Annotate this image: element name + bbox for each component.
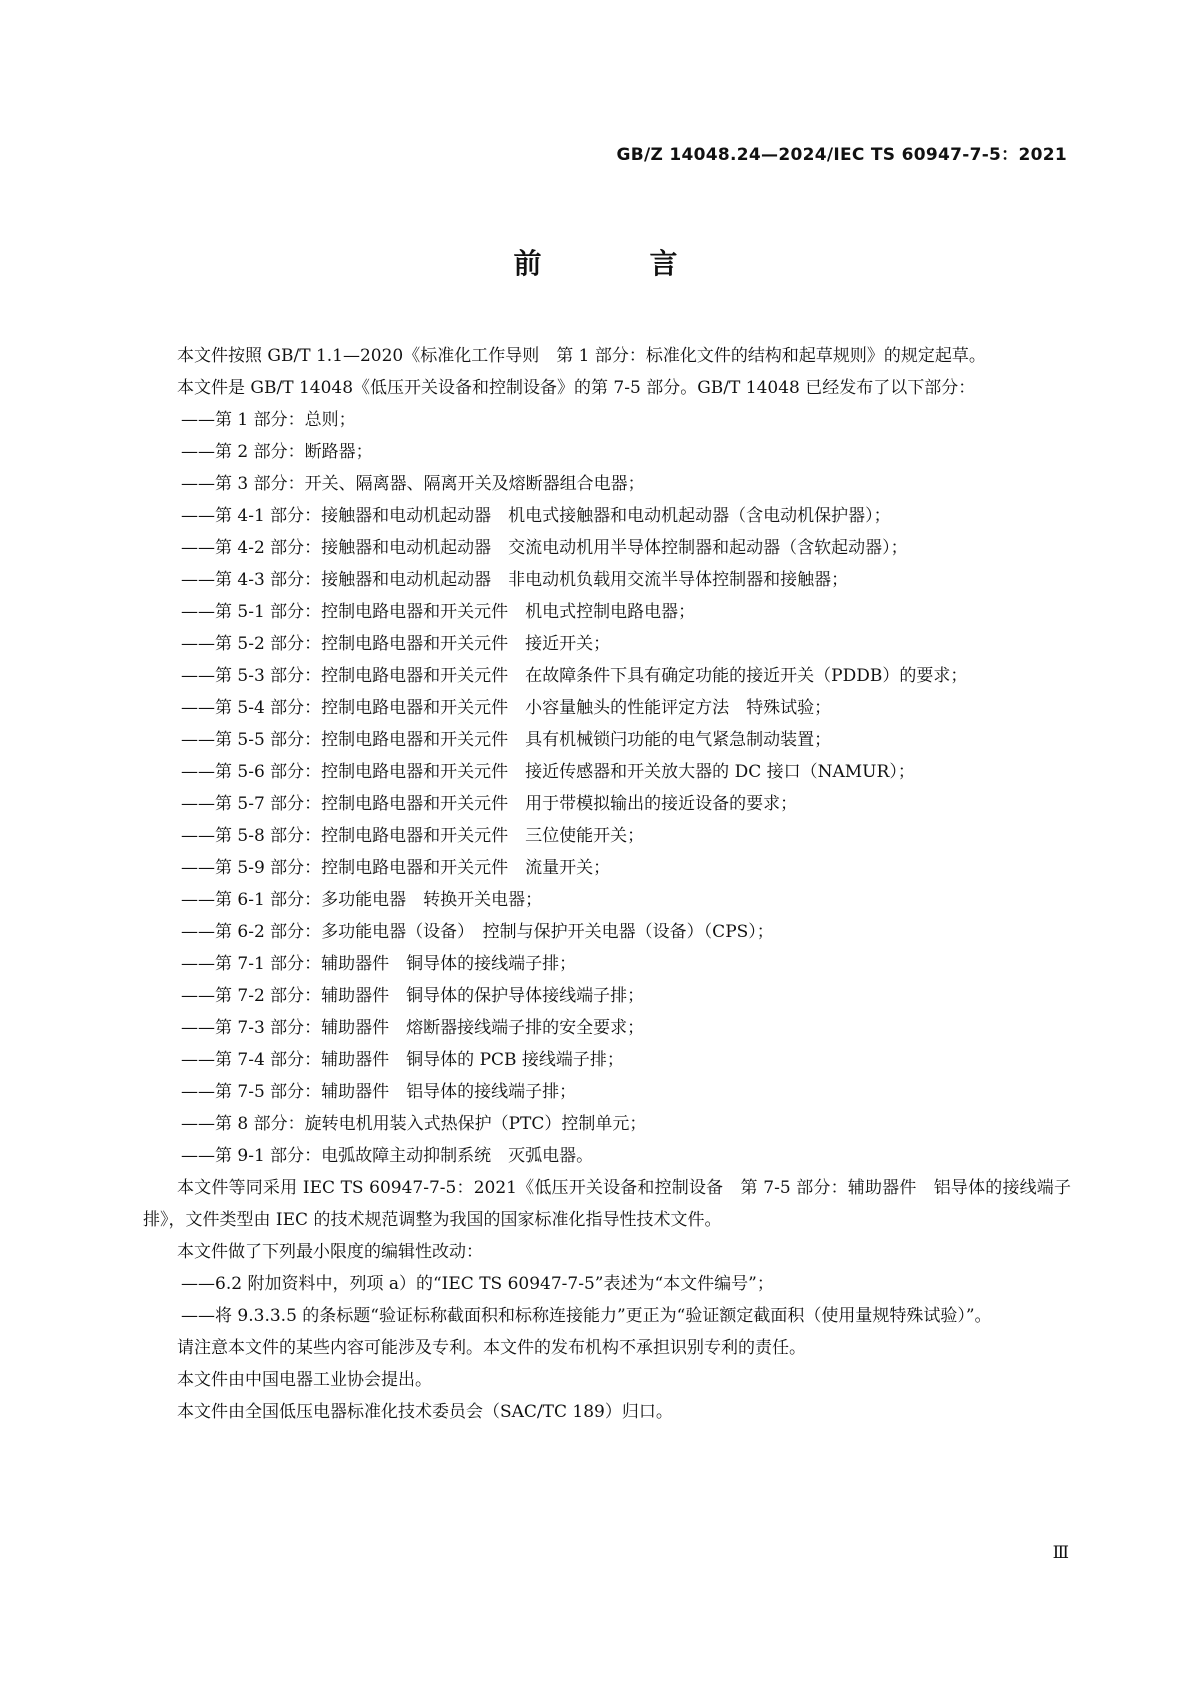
paragraph-edits-intro: 本文件做了下列最小限度的编辑性改动： xyxy=(177,1242,483,1262)
paragraph-patent-notice: 请注意本文件的某些内容可能涉及专利。本文件的发布机构不承担识别专利的责任。 xyxy=(177,1338,806,1358)
list-item: ——第 5-3 部分：控制电路电器和开关元件 在故障条件下具有确定功能的接近开关（PDDB）的要求； xyxy=(181,666,968,686)
list-item: ——第 5-9 部分：控制电路电器和开关元件 流量开关； xyxy=(181,858,611,878)
list-item: ——第 3 部分：开关、隔离器、隔离开关及熔断器组合电器； xyxy=(181,474,645,494)
list-item: ——第 2 部分：断路器； xyxy=(181,442,373,462)
list-item: ——第 6-1 部分：多功能电器 转换开关电器； xyxy=(181,890,543,910)
parts-list xyxy=(143,404,1071,1172)
list-item: ——第 8 部分：旋转电机用装入式热保护（PTC）控制单元； xyxy=(181,1114,647,1134)
list-item: ——第 9-1 部分：电弧故障主动抑制系统 灭弧电器。 xyxy=(181,1146,594,1166)
list-item: ——第 5-7 部分：控制电路电器和开关元件 用于带模拟输出的接近设备的要求； xyxy=(181,794,798,814)
list-item: ——第 5-2 部分：控制电路电器和开关元件 接近开关； xyxy=(181,634,611,654)
list-item: ——第 5-5 部分：控制电路电器和开关元件 具有机械锁闩功能的电气紧急制动装置； xyxy=(181,730,832,750)
list-item: ——6.2 附加资料中，列项 a）的“IEC TS 60947-7-5”表述为“本文件编号”； xyxy=(181,1274,774,1294)
list-item: ——第 7-1 部分：辅助器件 铜导体的接线端子排； xyxy=(181,954,577,974)
list-item: ——第 4-3 部分：接触器和电动机起动器 非电动机负载用交流半导体控制器和接触器； xyxy=(181,570,849,590)
list-item: ——第 7-4 部分：辅助器件 铜导体的 PCB 接线端子排； xyxy=(181,1050,624,1070)
page-number: Ⅲ xyxy=(1052,1543,1069,1563)
list-item: ——第 7-5 部分：辅助器件 铝导体的接线端子排； xyxy=(181,1082,577,1102)
paragraph-adoption: 本文件等同采用 IEC TS 60947-7-5：2021《低压开关设备和控制设备 第 7-5 部分：辅助器件 铝导体的接线端子排》，文件类型由 IEC 的技术规范调整为我国的国家标准化指导性技术文件。 xyxy=(143,1178,1071,1230)
foreword-body xyxy=(143,340,1071,1428)
list-item: ——第 4-2 部分：接触器和电动机起动器 交流电动机用半导体控制器和起动器（含软起动器）； xyxy=(181,538,908,558)
page-title: 前 言 xyxy=(513,247,718,280)
list-item: ——第 1 部分：总则； xyxy=(181,410,356,430)
list-item: ——第 6-2 部分：多功能电器（设备） 控制与保护开关电器（设备）（CPS）； xyxy=(181,922,774,942)
list-item: ——第 5-6 部分：控制电路电器和开关元件 接近传感器和开关放大器的 DC 接口（NAMUR）； xyxy=(181,762,915,782)
paragraph-committee: 本文件由全国低压电器标准化技术委员会（SAC/TC 189）归口。 xyxy=(177,1402,673,1422)
list-item: ——第 5-8 部分：控制电路电器和开关元件 三位使能开关； xyxy=(181,826,645,846)
edits-list xyxy=(143,1268,1071,1332)
list-item: ——第 5-4 部分：控制电路电器和开关元件 小容量触头的性能评定方法 特殊试验； xyxy=(181,698,832,718)
paragraph-series-intro: 本文件是 GB/T 14048《低压开关设备和控制设备》的第 7-5 部分。GB/T 14048 已经发布了以下部分： xyxy=(177,378,976,398)
list-item: ——第 5-1 部分：控制电路电器和开关元件 机电式控制电路电器； xyxy=(181,602,696,622)
list-item: ——第 7-3 部分：辅助器件 熔断器接线端子排的安全要求； xyxy=(181,1018,645,1038)
list-item: ——第 7-2 部分：辅助器件 铜导体的保护导体接线端子排； xyxy=(181,986,645,1006)
list-item: ——将 9.3.3.5 的条标题“验证标称截面积和标称连接能力”更正为“验证额定截面积（使用量规特殊试验）”。 xyxy=(181,1306,992,1326)
paragraph-drafting-rules: 本文件按照 GB/T 1.1—2020《标准化工作导则 第 1 部分：标准化文件的结构和起草规则》的规定起草。 xyxy=(177,346,986,366)
list-item: ——第 4-1 部分：接触器和电动机起动器 机电式接触器和电动机起动器（含电动机保护器）； xyxy=(181,506,891,526)
standard-code-header: GB/Z 14048.24—2024/IEC TS 60947-7-5：2021 xyxy=(616,145,1067,165)
paragraph-proposer: 本文件由中国电器工业协会提出。 xyxy=(177,1370,432,1390)
